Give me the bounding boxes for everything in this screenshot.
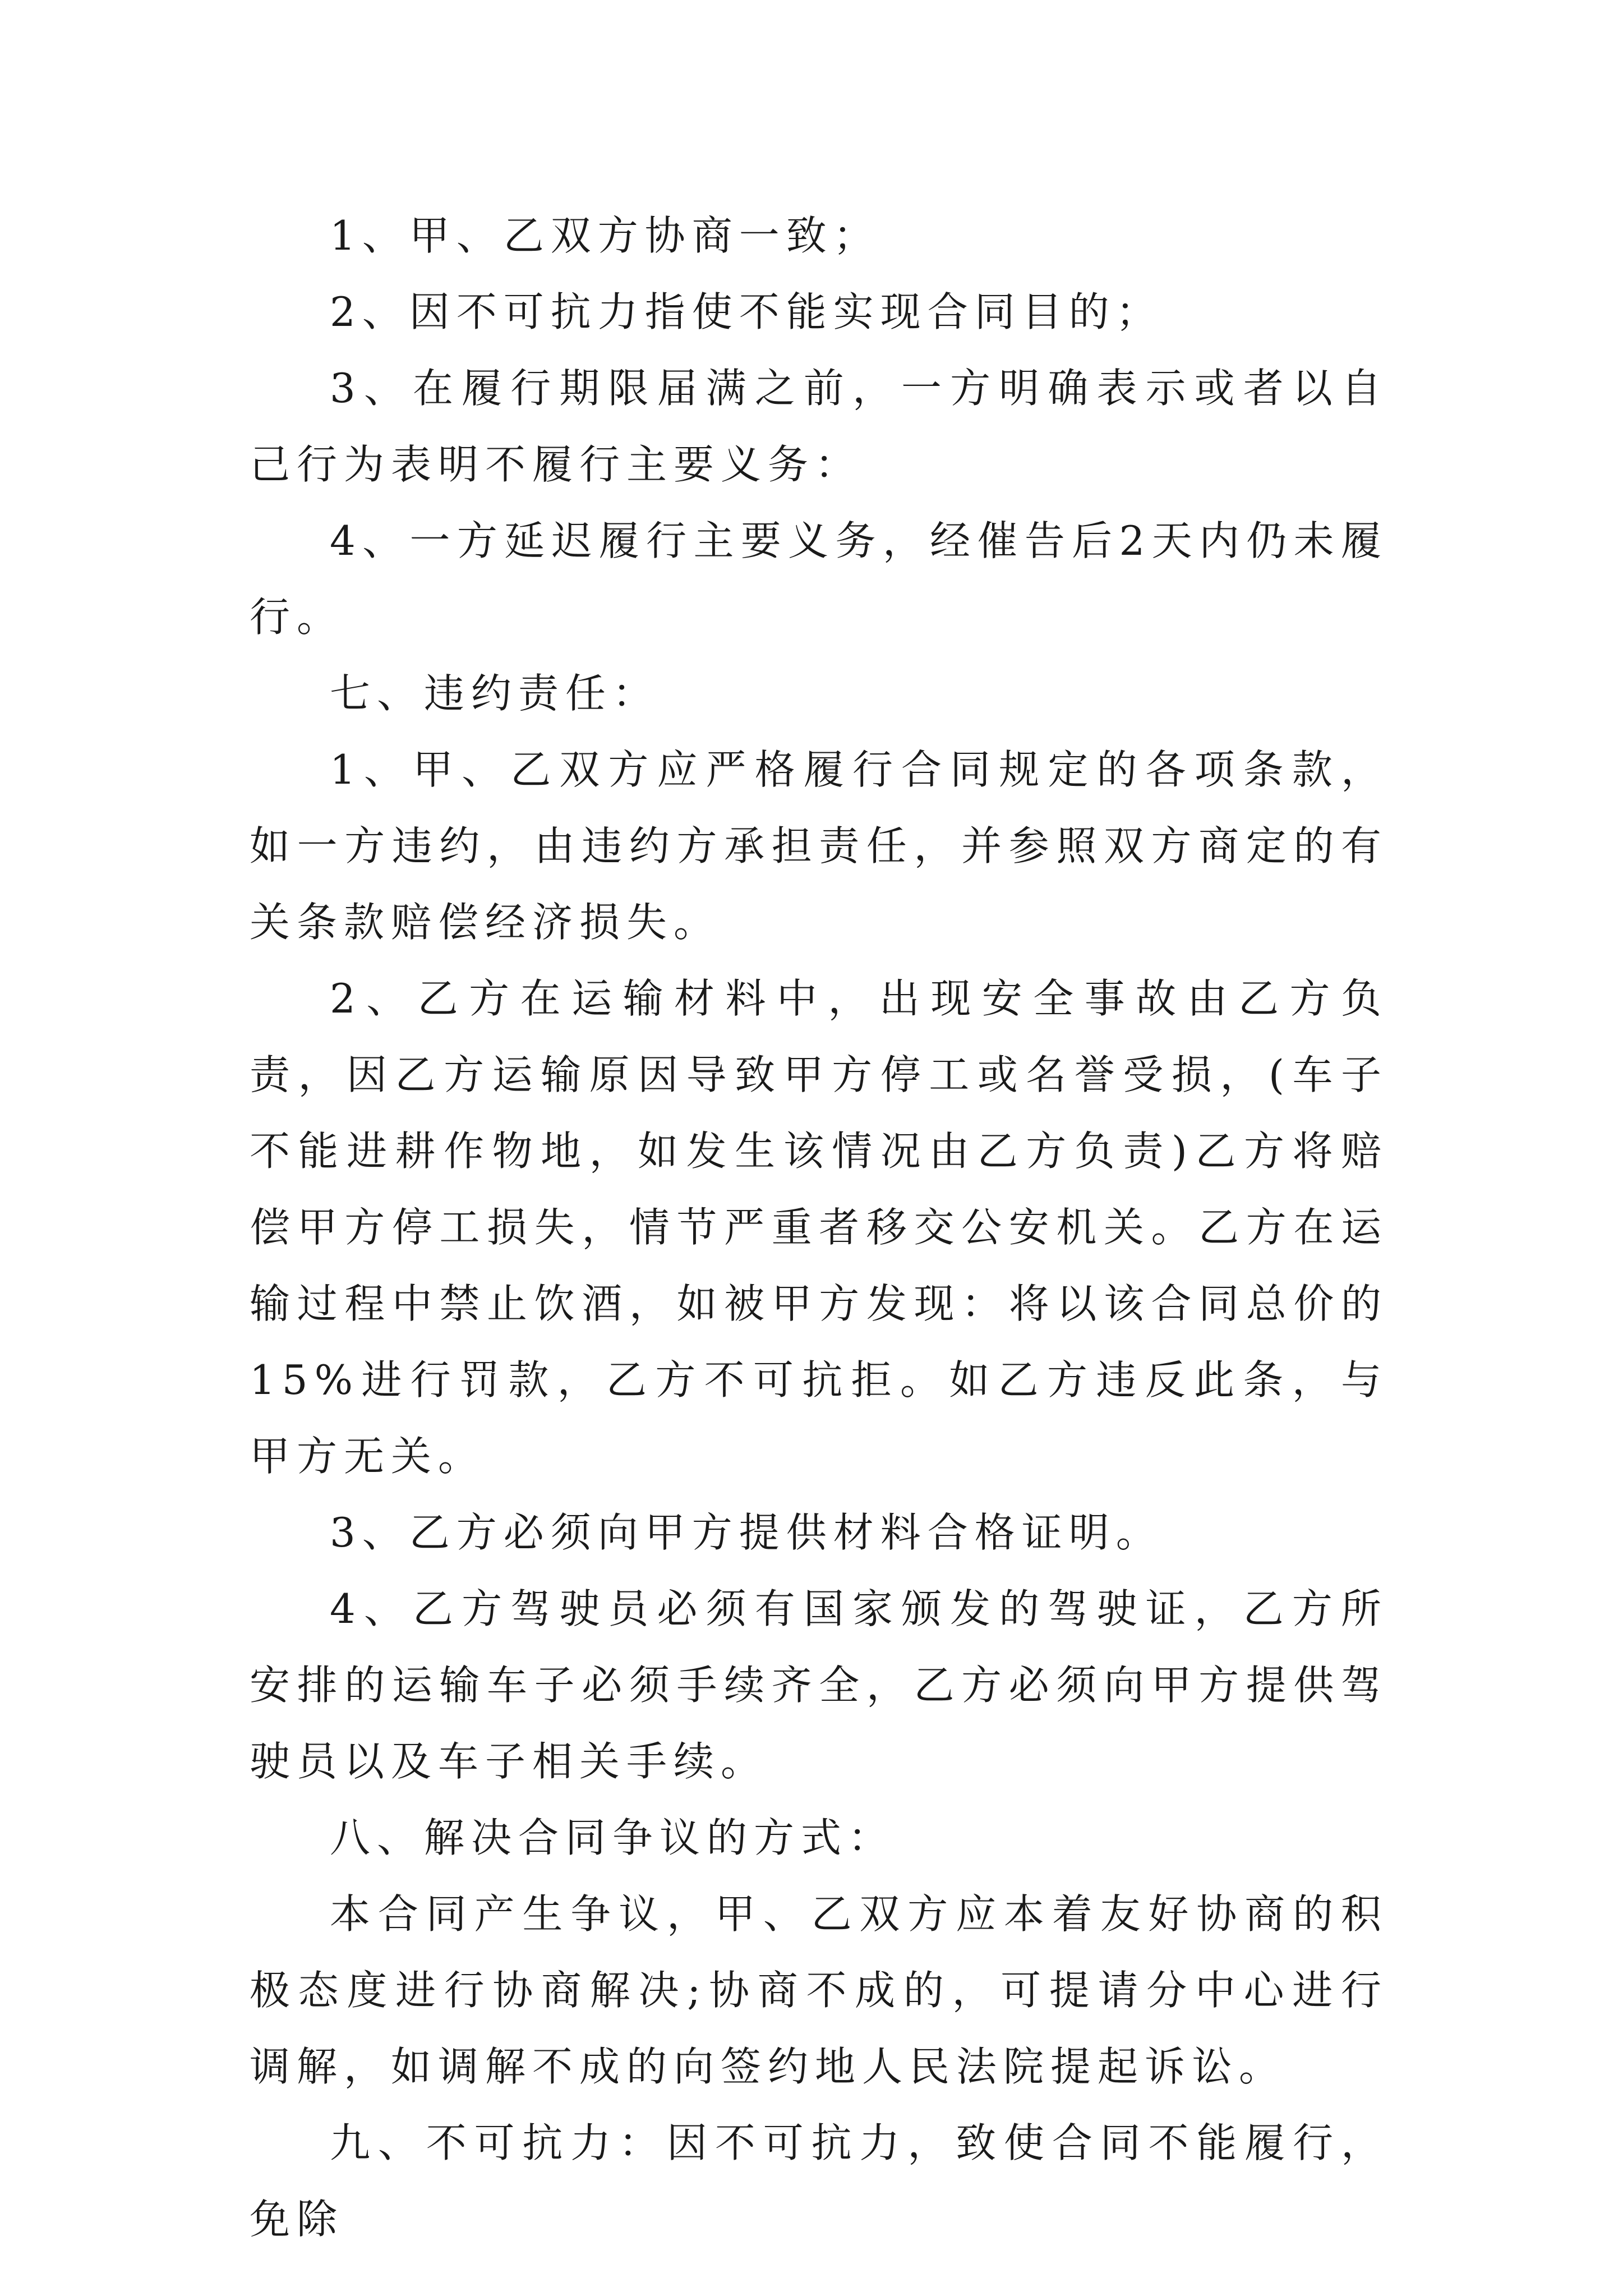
clause-dispute: 本合同产生争议，甲、乙双方应本着友好协商的积极态度进行协商解决;协商不成的，可提请分中心进行调解，如调解不成的向签约地人民法院提起诉讼。 [250,1890,1388,2090]
clause-termination-3: 3、在履行期限届满之前，一方明确表示或者以自己行为表明不履行主要义务： [250,365,1388,488]
clause-breach-2: 2、乙方在运输材料中，出现安全事故由乙方负责，因乙方运输原因导致甲方停工或名誉受损，(车子不能进耕作物地，如发生该情况由乙方负责)乙方将赔偿甲方停工损失，情节严重者移交公安机关。乙方在运输过程中禁止饮酒，如被甲方发现：将以该合同总价的15%进行罚款，乙方不可抗拒。如乙方违反此条，与甲方无关。 [250,975,1388,1480]
document-body [250,197,1388,2257]
section-heading-force-majeure: 九、不可抗力：因不可抗力，致使合同不能履行，免除 [250,2119,1388,2243]
clause-breach-1: 1、甲、乙双方应严格履行合同规定的各项条款，如一方违约，由违约方承担责任，并参照双方商定的有关条款赔偿经济损失。 [250,746,1388,946]
clause-breach-4: 4、乙方驾驶员必须有国家颁发的驾驶证，乙方所安排的运输车子必须手续齐全，乙方必须向甲方提供驾驶员以及车子相关手续。 [250,1585,1388,1785]
clause-termination-4: 4、一方延迟履行主要义务，经催告后2天内仍未履行。 [250,517,1388,641]
clause-breach-3: 3、乙方必须向甲方提供材料合格证明。 [330,1509,1163,1556]
section-heading-breach: 七、违约责任： [330,670,660,717]
section-heading-dispute: 八、解决合同争议的方式： [330,1814,896,1861]
clause-termination-2: 2、因不可抗力指使不能实现合同目的； [330,288,1163,335]
clause-termination-1: 1、甲、乙双方协商一致； [330,212,880,259]
